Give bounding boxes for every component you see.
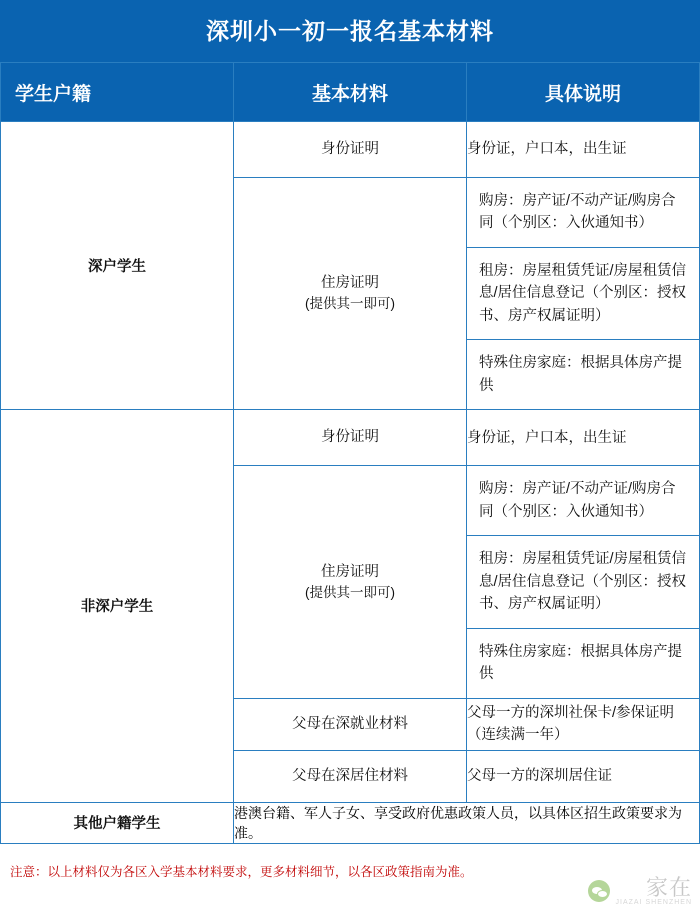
table-row [1,410,700,466]
description-cell: 特殊住房家庭：根据具体房产提供 [467,628,700,698]
material-cell-employment: 父母在深就业材料 [234,698,467,750]
description-cell: 租房：房屋租赁凭证/房屋租赁信息/居住信息登记（个别区：授权书、房产权属证明） [467,247,700,339]
material-sublabel: (提供其一即可) [305,584,395,600]
column-header-household: 学生户籍 [1,63,234,122]
description-cell: 身份证，户口本，出生证 [467,410,700,466]
description-cell-other: 港澳台籍、军人子女、享受政府优惠政策人员，以具体区招生政策要求为准。 [234,802,700,843]
wechat-icon [588,880,610,902]
material-cell-residence: 父母在深居住材料 [234,750,467,802]
column-header-material: 基本材料 [234,63,467,122]
material-cell-housing-local [234,178,467,410]
material-cell-identity-nonlocal: 身份证明 [234,410,467,466]
table-row [1,122,700,178]
column-header-description: 具体说明 [467,63,700,122]
description-cell: 特殊住房家庭：根据具体房产提供 [467,340,700,410]
material-label: 住房证明 [321,563,379,580]
material-sublabel: (提供其一即可) [305,296,395,312]
watermark-subtext: JIAZAI SHENZHEN [615,898,692,906]
description-cell: 身份证，户口本，出生证 [467,122,700,178]
category-cell-other: 其他户籍学生 [1,802,234,843]
table-body [1,122,700,844]
watermark [588,874,692,906]
table-header [1,63,700,122]
footer-note [0,850,700,910]
description-cell: 购房：房产证/不动产证/购房合同（个别区：入伙通知书） [467,466,700,536]
material-cell-identity-local: 身份证明 [234,122,467,178]
material-cell-housing-nonlocal [234,466,467,698]
watermark-text: 家在 [645,874,692,900]
description-cell: 父母一方的深圳社保卡/参保证明（连续满一年） [467,698,700,750]
category-cell-nonlocal: 非深户学生 [1,410,234,802]
watermark-text-wrap [615,874,692,906]
description-cell: 租房：房屋租赁凭证/房屋租赁信息/居住信息登记（个别区：授权书、房产权属证明） [467,536,700,628]
description-cell: 购房：房产证/不动产证/购房合同（个别区：入伙通知书） [467,178,700,248]
footer-note-text: 注意：以上材料仅为各区入学基本材料要求，更多材料细节，以各区政策指南为准。 [10,864,473,879]
table-header-row [1,63,700,122]
material-label: 住房证明 [321,275,379,292]
description-cell: 父母一方的深圳居住证 [467,750,700,802]
requirements-table [0,62,700,844]
category-cell-local: 深户学生 [1,122,234,410]
page-title: 深圳小一初一报名基本材料 [0,0,700,62]
